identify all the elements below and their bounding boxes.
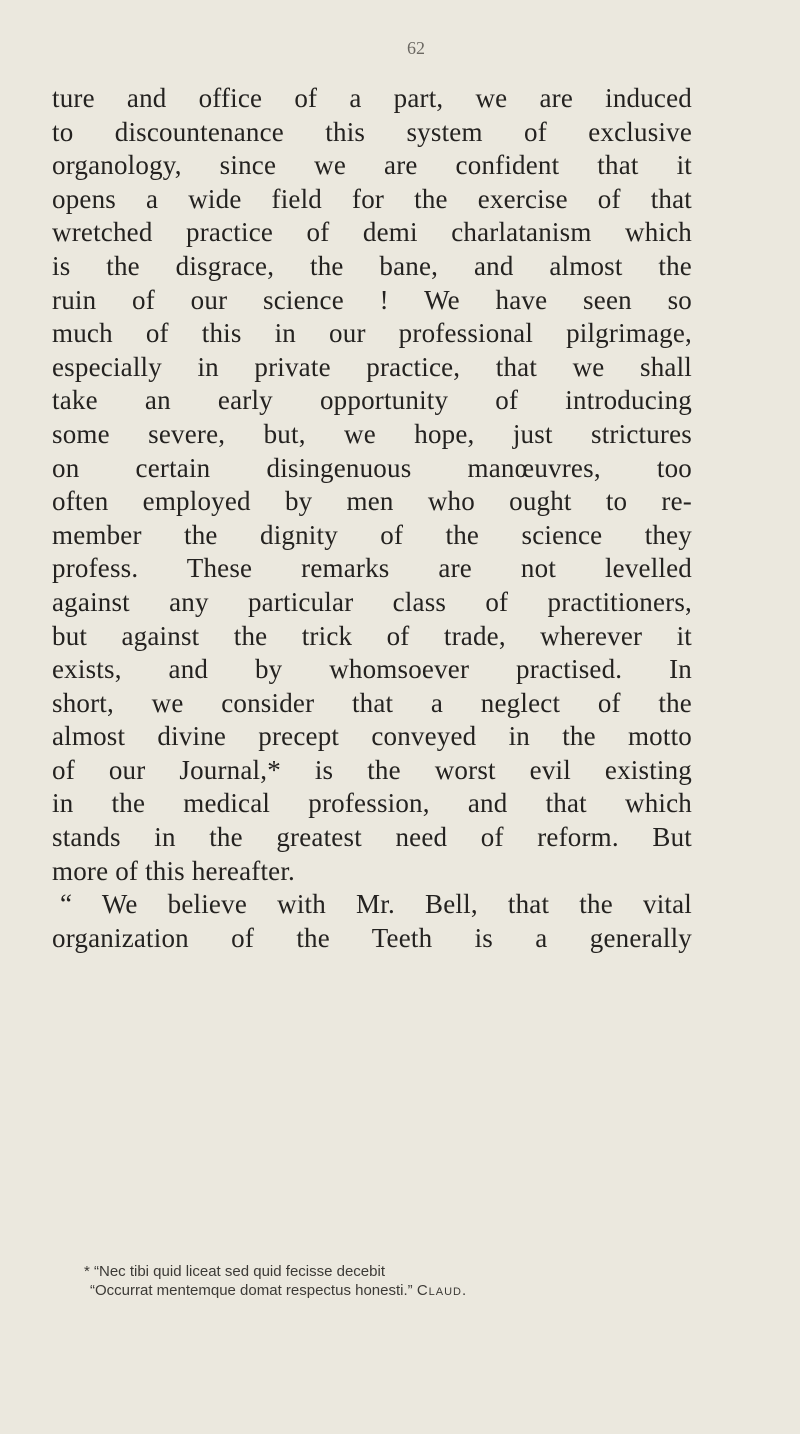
- text-line: ruin of our science ! We have seen so: [52, 284, 692, 315]
- text-line: short, we consider that a neglect of the: [52, 687, 692, 718]
- text-line: especially in private practice, that we shall: [52, 351, 692, 382]
- text-line: is the disgrace, the bane, and almost the: [52, 250, 692, 281]
- footnote-line: [84, 1281, 684, 1300]
- text-line: of our Journal,* is the worst evil existing: [52, 754, 692, 785]
- text-line: “ We believe with Mr. Bell, that the vital: [60, 889, 692, 920]
- text-line: against any particular class of practitioners,: [52, 586, 692, 617]
- footnote-line: * “Nec tibi quid liceat sed quid fecisse decebit: [84, 1263, 385, 1280]
- text-line: organization of the Teeth is a generally: [52, 922, 692, 953]
- text-line: more of this hereafter.: [52, 855, 295, 886]
- text-line: but against the trick of trade, wherever it: [52, 620, 692, 651]
- text-line: opens a wide field for the exercise of that: [52, 183, 692, 214]
- footnote: [84, 1262, 684, 1300]
- text-line: take an early opportunity of introducing: [52, 385, 692, 416]
- text-line: wretched practice of demi charlatanism which: [52, 217, 692, 248]
- text-line: some severe, but, we hope, just strictures: [52, 418, 692, 449]
- body-text: [52, 82, 692, 955]
- footnote-author: Claud.: [416, 1282, 468, 1299]
- text-line: exists, and by whomsoever practised. In: [52, 654, 692, 685]
- text-line: on certain disingenuous manœuvres, too: [52, 452, 692, 483]
- text-line: often employed by men who ought to re-: [52, 486, 692, 517]
- footnote-quote: “Occurrat mentemque domat respectus honesti.”: [90, 1282, 413, 1299]
- text-line: much of this in our professional pilgrimage,: [52, 318, 692, 349]
- text-line: profess. These remarks are not levelled: [52, 553, 692, 584]
- text-line: ture and office of a part, we are induced: [52, 83, 692, 113]
- text-line: in the medical profession, and that which: [52, 788, 692, 819]
- page-number: 62: [407, 38, 425, 58]
- text-line: to discountenance this system of exclusive: [52, 116, 692, 147]
- text-line: stands in the greatest need of reform. But: [52, 822, 692, 853]
- text-line: almost divine precept conveyed in the motto: [52, 721, 692, 752]
- text-line: organology, since we are confident that it: [52, 150, 692, 181]
- text-line: member the dignity of the science they: [52, 519, 692, 550]
